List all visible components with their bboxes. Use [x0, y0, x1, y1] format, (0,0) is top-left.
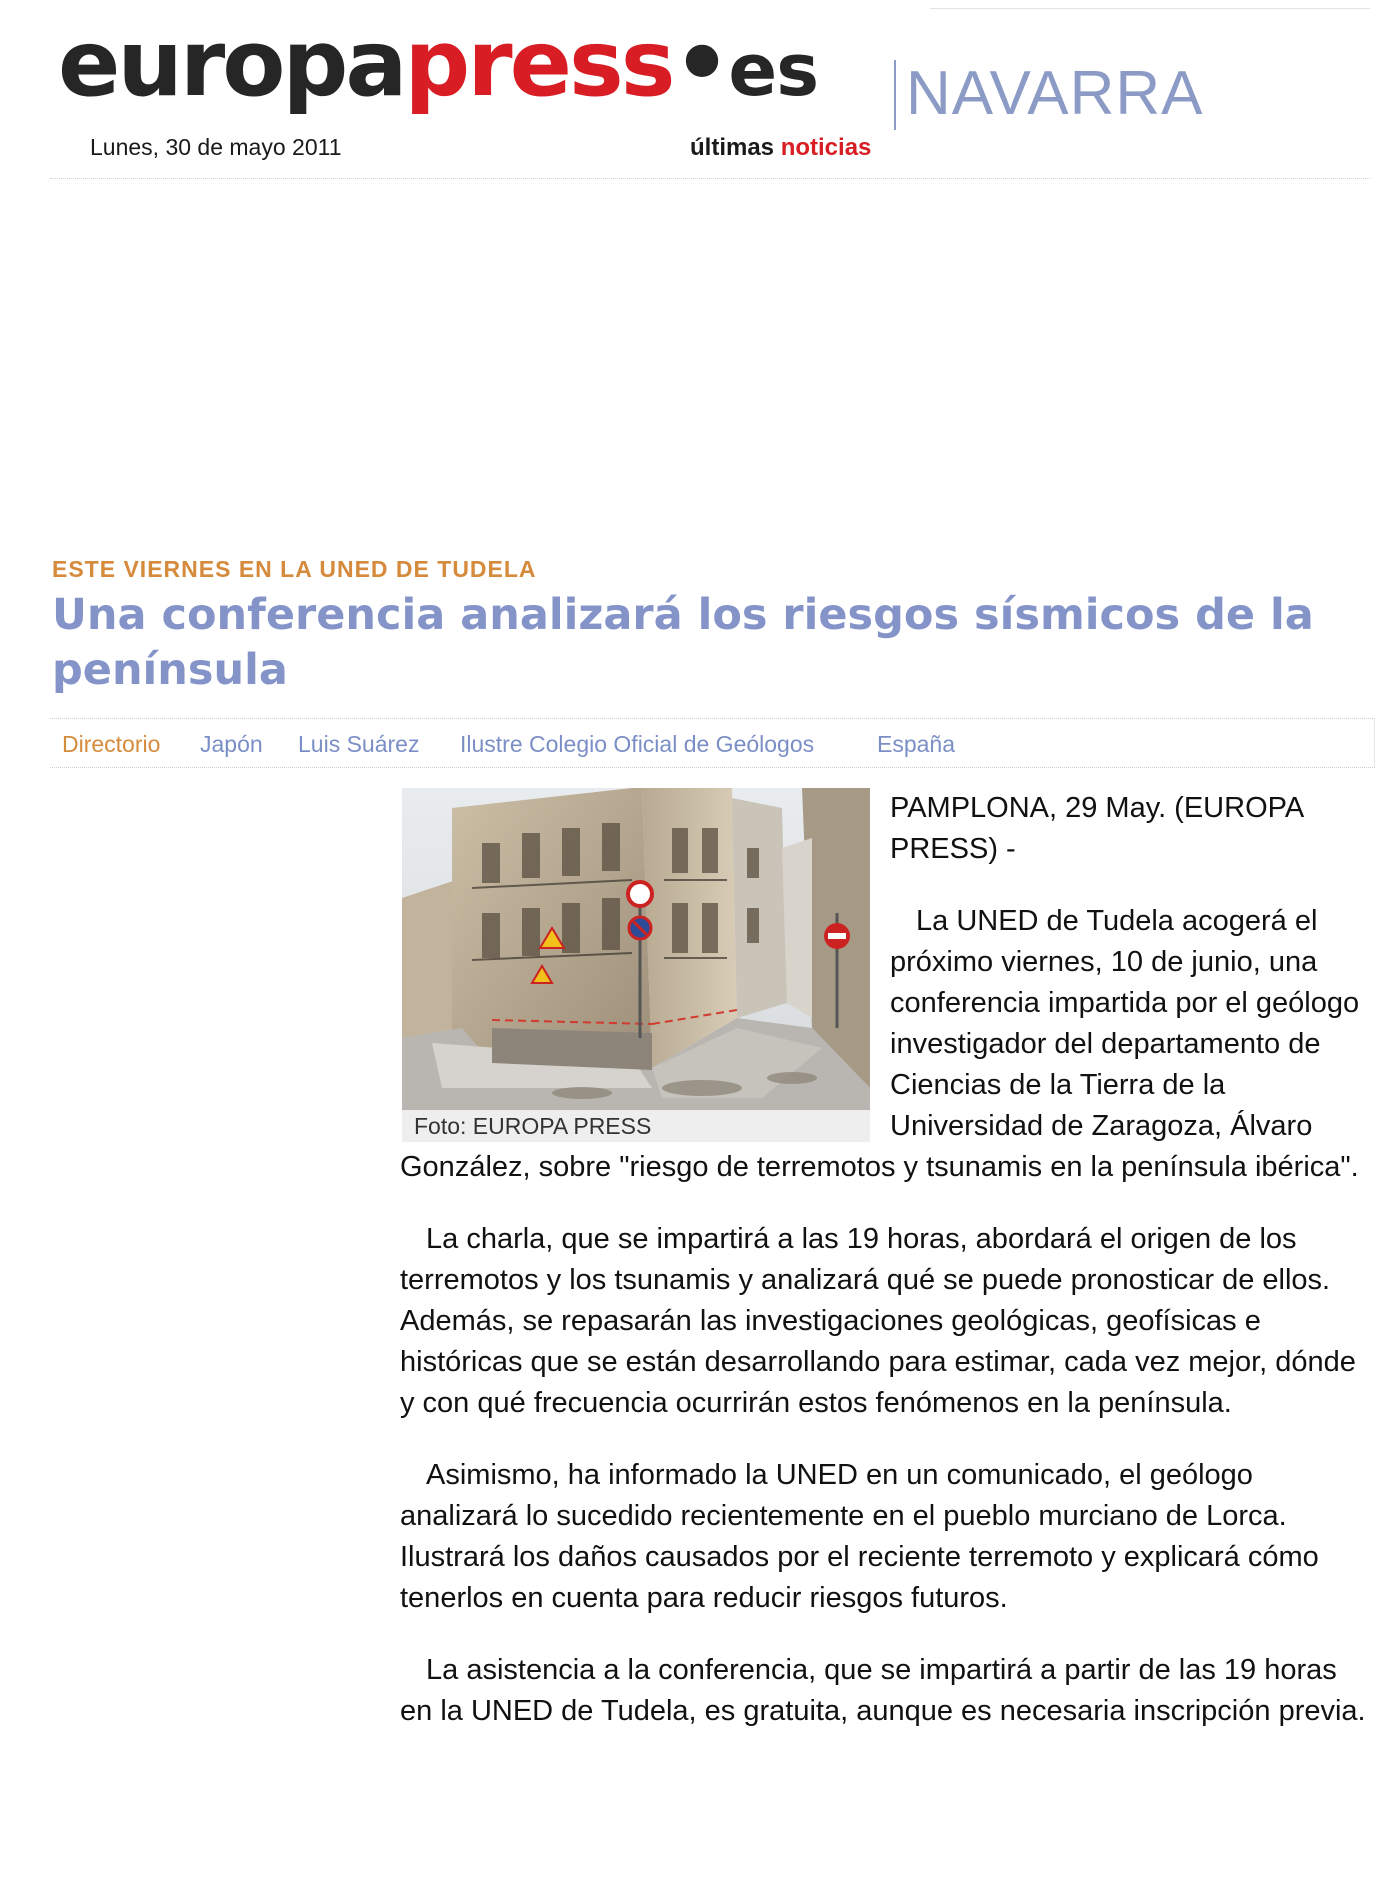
logo-es: es: [728, 28, 819, 112]
logo-dot: •: [672, 10, 729, 117]
latest-news-link[interactable]: [690, 134, 871, 162]
tag-japon[interactable]: Japón: [200, 731, 263, 757]
logo-press: press: [404, 10, 673, 117]
tag-espana[interactable]: España: [877, 731, 956, 757]
article-paragraph: La charla, que se impartirá a las 19 horas, abordará el origen de los terremotos y los tsunamis y analizará qué se puede pronosticar de ellos. Además, se repasarán las investigaciones geológicas, geofísicas e históricas que se están desarrollando para estimar, cada vez mejor, dónde y con qué frecuencia ocurrirán estos fenómenos en la península.: [400, 1223, 1356, 1419]
photo-caption: Foto: EUROPA PRESS: [402, 1110, 870, 1142]
top-divider: [930, 8, 1370, 9]
header-divider: [50, 178, 1370, 179]
blank-ad-space: [50, 185, 1370, 545]
tag-bar: [50, 718, 1375, 768]
tag-luis-suarez[interactable]: Luis Suárez: [298, 731, 420, 757]
latest-news-word2: noticias: [780, 134, 872, 161]
article-paragraph: La UNED de Tudela acogerá el próximo viernes, 10 de junio, una conferencia impartida por el geólogo investigador del departamento de Ciencias de la Tierra de la Universidad de Zaragoza, Álvaro González, sobre "riesgo de terremotos y tsunamis en la península ibérica".: [400, 905, 1360, 1183]
region-name[interactable]: NAVARRA: [906, 59, 1204, 128]
article-kicker: ESTE VIERNES EN LA UNED DE TUDELA: [52, 556, 537, 582]
article-paragraph: La asistencia a la conferencia, que se impartirá a partir de las 19 horas en la UNED de Tudela, es gratuita, aunque es necesaria inscripción previa.: [400, 1654, 1366, 1727]
masthead: [58, 10, 1298, 128]
latest-news-word1: últimas: [690, 134, 775, 161]
region-separator: [894, 60, 896, 130]
article-dateline: PAMPLONA, 29 May. (EUROPA PRESS) -: [890, 792, 1303, 865]
article-figure: [402, 788, 870, 1142]
edition-date: Lunes, 30 de mayo 2011: [90, 134, 342, 160]
street-damage-photo: [402, 788, 870, 1110]
logo-europa: europa: [58, 10, 405, 117]
tag-directorio[interactable]: Directorio: [62, 731, 161, 757]
site-logo[interactable]: [58, 10, 819, 117]
article-paragraph: Asimismo, ha informado la UNED en un comunicado, el geólogo analizará lo sucedido recientemente en el pueblo murciano de Lorca. Ilustrará los daños causados por el reciente terremoto y explicará cómo tenerlos en cuenta para reducir riesgos futuros.: [400, 1459, 1319, 1614]
article-headline: Una conferencia analizará los riesgos sísmicos de la península: [52, 590, 1314, 695]
article-body: [400, 788, 1375, 1763]
tag-colegio-geologos[interactable]: Ilustre Colegio Oficial de Geólogos: [460, 731, 815, 757]
